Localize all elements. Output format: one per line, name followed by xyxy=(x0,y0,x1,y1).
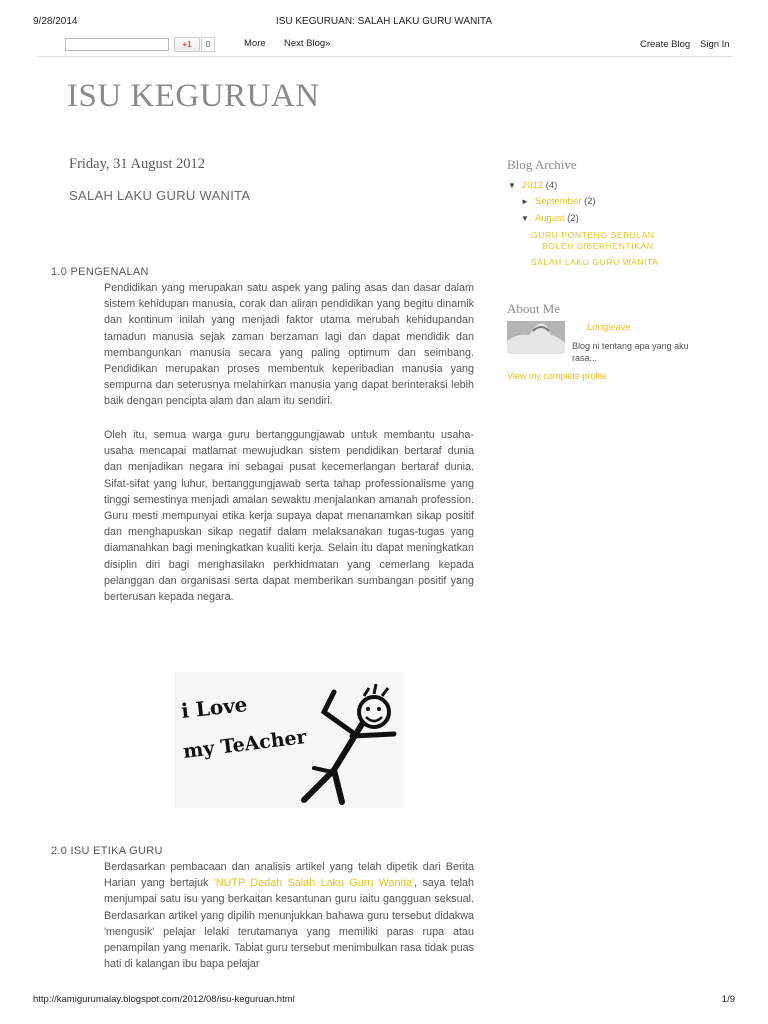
archive-month-count: (2) xyxy=(567,213,579,224)
post-paragraph xyxy=(104,859,474,972)
archive-year-count: (4) xyxy=(545,180,558,191)
archive-post-link[interactable]: SALAH LAKU GURU WANITA xyxy=(531,257,659,267)
author-description: Blog ni tentang apa yang aku rasa... xyxy=(572,341,689,363)
archive-post-title-line[interactable]: GURU PONTENG SEBULAN xyxy=(531,230,655,240)
section-heading-ethics: 2.0 ISU ETIKA GURU xyxy=(51,845,163,857)
print-page-title: ISU KEGURUAN: SALAH LAKU GURU WANITA xyxy=(275,16,493,27)
print-date: 9/28/2014 xyxy=(33,16,78,27)
triangle-down-icon[interactable]: ▼ xyxy=(508,181,516,190)
archive-month-august[interactable] xyxy=(521,213,579,224)
navbar-search-input[interactable] xyxy=(65,38,169,51)
archive-year-label[interactable]: 2012 xyxy=(521,180,544,191)
print-footer xyxy=(33,994,735,1008)
sign-in-link[interactable]: Sign In xyxy=(700,39,730,50)
next-blog-link[interactable]: Next Blog» xyxy=(284,38,331,49)
archive-month-count: (2) xyxy=(584,196,596,207)
section-heading-intro: 1.0 PENGENALAN xyxy=(51,266,149,278)
google-plus-one-button[interactable]: +1 xyxy=(174,37,200,52)
archive-year-2012[interactable] xyxy=(508,180,557,191)
archive-post-title-line[interactable]: BOLEH DIBERHENTIKAN xyxy=(542,241,654,251)
archive-month-september[interactable] xyxy=(521,196,596,207)
view-profile-link[interactable]: View my complete profile xyxy=(507,371,607,381)
avatar[interactable] xyxy=(507,321,565,354)
triangle-right-icon[interactable]: ► xyxy=(521,197,529,206)
article-link[interactable]: 'NUTP Dedah Salah Laku Guru Wanita' xyxy=(213,877,415,890)
triangle-down-icon[interactable]: ▼ xyxy=(521,214,529,223)
blogger-navbar xyxy=(37,34,733,57)
teacher-drawing xyxy=(174,672,404,808)
post-title[interactable]: SALAH LAKU GURU WANITA xyxy=(69,188,251,203)
paragraph-text: Berdasarkan pembacaan dan analisis artikel yang telah dipetik dari Berita Harian yang bertajuk xyxy=(104,861,474,890)
image-text-line2: my TeAcher xyxy=(181,726,308,763)
archive-month-label[interactable]: August xyxy=(534,213,565,224)
post-paragraph: Oleh itu, semua warga guru bertanggungjawab untuk membantu usaha-usaha mencapai matlamat mewujudkan sistem pendidikan bertaraf dunia dan menjadikan negara ini sebagai pusat kecemerlangan bertaraf dunia. Sifat-sifat yang luhur, bertanggungjawab serta tahap professionalisme yang tinggi semestinya menjadi amalan sewaktu menjalankan amanah profession. Guru mesti mempunyai etika kerja supaya dapat menanamkan sikap positif dan menghapuskan sikap negatif dalam melaksanakan tugas-tugas yang diamanahkan bagi meningkatkan kualiti kerja. Selain itu dapat meningkatkan disiplin diri bagi menghasilakn perkhidmatan yang cemerlang kepada pelanggan dan organisasi serta dapat memberikan sumbangan positif yang berterusan kepada negara. xyxy=(104,429,474,604)
author-name-link[interactable]: Longleave xyxy=(587,322,631,333)
print-url: http://kamigurumalay.blogspot.com/2012/08/isu-keguruan.html xyxy=(33,994,295,1005)
plus-one-count: 0 xyxy=(201,37,215,52)
profile-photo xyxy=(507,321,565,354)
blog-archive-heading: Blog Archive xyxy=(507,157,577,172)
create-blog-link[interactable]: Create Blog xyxy=(640,39,691,50)
blog-title[interactable]: ISU KEGURUAN xyxy=(67,78,320,114)
image-text-line1: i Love xyxy=(180,692,249,723)
i-love-my-teacher-image[interactable] xyxy=(174,672,404,808)
print-page-number: 1/9 xyxy=(721,994,735,1005)
archive-post-link[interactable] xyxy=(531,230,701,252)
more-menu-button[interactable]: More xyxy=(244,38,266,49)
about-me-heading: About Me xyxy=(507,301,561,316)
paragraph-text: , saya telah menjumpai satu isu yang berkaitan kesantunan guru iaitu gangguan seksual. Berdasarkan artikel yang dipilih menunjukkan bahawa guru tersebut didakwa 'mengusik' pelajar lelaki terutamanya yang memiliki paras rupa atau penampilan yang menarik. Tabiat guru tersebut menimbulkan rasa tidak puas hati di kalangan ibu bapa pelajar xyxy=(104,877,474,971)
archive-month-label[interactable]: September xyxy=(534,196,582,207)
post-date: Friday, 31 August 2012 xyxy=(69,156,206,172)
post-paragraph: Pendidikan yang merupakan satu aspek yang paling asas dan dasar dalam sistem kehidupan manusia, corak dan aliran pendidikan yang begitu dinamik dan kontinum inilah yang menjadi faktor utama merubah kehidupandan tamadun manusia sejak zaman berzaman lagi dan dapat mendidik dan membangunkan manusia secara yang paling optimum dan seimbang. Pendidikan merupakan proses membentuk keperibadian manusia yang sempurna dan seterusnya melahirkan manusia yang dapat berinteraksi lebih baik dengan pencipta alam dan alam itu sendiri. xyxy=(104,282,474,408)
print-header xyxy=(33,16,735,30)
